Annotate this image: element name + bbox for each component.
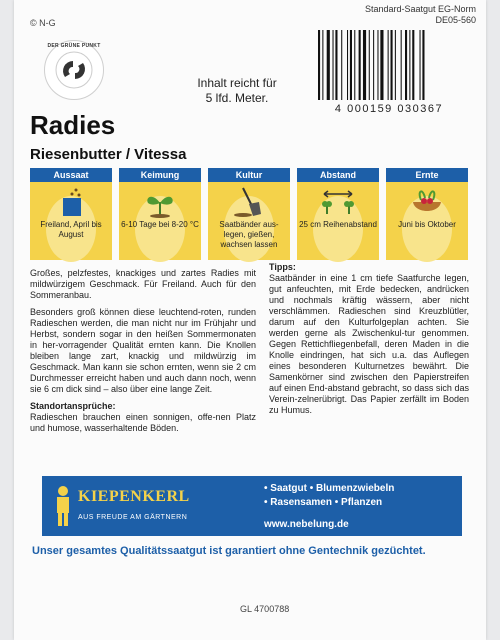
row-spacing-icon (318, 186, 358, 218)
brand-name: KIEPENKERL (78, 488, 190, 505)
product-line: • Saatgut • Blumenzwiebeln (264, 483, 395, 494)
content-note-line: 5 lfd. Meter. (205, 91, 269, 105)
tips-column (269, 262, 469, 416)
green-dot-icon (45, 41, 103, 99)
phase-text: Saatbänder aus-legen, gießen, wachsen lassen (219, 220, 279, 249)
seed-packet-back (14, 0, 486, 640)
product-subtitle: Riesenbutter / Vitessa (30, 146, 187, 163)
harvest-bowl-icon (407, 186, 447, 218)
barcode-number: 4 000159 030367 (334, 103, 444, 115)
farmer-figure-icon (50, 484, 76, 528)
tips-text: Saatbänder in eine 1 cm tiefe Saatfurche legen, gut anfeuchten, mit Erde bedecken, andrücken und nochmals kräftig wässern, aber nicht verschlämmen. Radieschen sind Kreuzblütler, darum auf den Kulturfolgeplan achten. Sie werden gerne als Zwischenkul-tur genommen. Gegen Rettichfliegenbefall, deren Maden in die Knolle eindringen, hat sich u.a. das Auflegen eines besonderen Kulturnetzes bewährt. Die Samenkörner sind zwischen den Papierstreifen auf einen End-abstand gebracht, so dass sich das Verein-zelnerübrigt. Das Papier zerfällt im Boden zu Humus. (269, 273, 469, 415)
website-link[interactable]: www.nebelung.de (264, 519, 349, 530)
standard-info (365, 4, 476, 26)
phase-text: Juni bis Oktober (398, 220, 456, 229)
kiepenkerl-logo (78, 484, 242, 528)
product-list (264, 482, 394, 510)
standard-code: DE05-560 (435, 15, 476, 25)
phase-abstand (297, 168, 379, 260)
seed-packet-icon (51, 186, 91, 218)
phase-ernte (386, 168, 468, 260)
phase-label: Abstand (297, 168, 379, 182)
description-column (30, 268, 256, 440)
gmo-free-statement: Unser gesamtes Qualitätssaatgut ist garantiert ohne Gentechnik gezüchtet. (32, 545, 426, 557)
content-note-line: Inhalt reicht für (197, 76, 277, 90)
article-number: GL 4700788 (240, 604, 290, 614)
description-paragraph: Besonders groß können diese leuchtend-roten, runden Radieschen werden, die man nicht nur im Frühjahr und Herbst, sondern sogar in den heißen Sommermonaten in her-vorragender Qualität ernten kann. Die Knollen bleiben lange zart, knackig und mildwürzig im Geschmack. Man kann sie schon ernten, wenn sie 2 cm Durchmesser erreicht haben und auch dann noch, wenn sie 6 cm dick sind – also über eine lange Zeit. (30, 307, 256, 394)
product-line: • Rasensamen • Pflanzen (264, 497, 383, 508)
sprout-icon (140, 186, 180, 218)
growing-phases (30, 168, 470, 260)
phase-text: 6-10 Tage bei 8-20 °C (121, 220, 199, 229)
brand-banner (42, 476, 462, 536)
tips-heading: Tipps: (269, 262, 296, 272)
phase-label: Keimung (119, 168, 201, 182)
barcode (314, 30, 464, 100)
description-paragraph: Großes, pelzfestes, knackiges und zartes Radies mit mildwürzigem Geschmack. Für Freiland. Auch für den Sommeranbau. (30, 268, 256, 300)
phase-kultur (208, 168, 290, 260)
product-title: Radies (30, 110, 116, 140)
location-text: Radieschen brauchen einen sonnigen, offe-nen Platz und humose, wasserhaltende Böden. (30, 412, 256, 433)
phase-text: Freiland, April bis August (40, 220, 102, 239)
green-dot-label: DER GRÜNE PUNKT (47, 43, 101, 49)
location-section (30, 401, 256, 434)
shovel-icon (229, 186, 269, 218)
location-heading: Standortansprüche: (30, 401, 116, 411)
green-dot-logo (44, 40, 104, 100)
brand-claim: AUS FREUDE AM GÄRTNERN (78, 514, 188, 521)
phase-label: Aussaat (30, 168, 112, 182)
content-note (182, 76, 292, 106)
phase-aussaat (30, 168, 112, 260)
phase-label: Kultur (208, 168, 290, 182)
copyright-notice: © N-G (30, 18, 56, 28)
standard-line: Standard-Saatgut EG-Norm (364, 4, 476, 14)
phase-keimung (119, 168, 201, 260)
phase-text: 25 cm Reihenabstand (299, 220, 377, 229)
phase-label: Ernte (386, 168, 468, 182)
